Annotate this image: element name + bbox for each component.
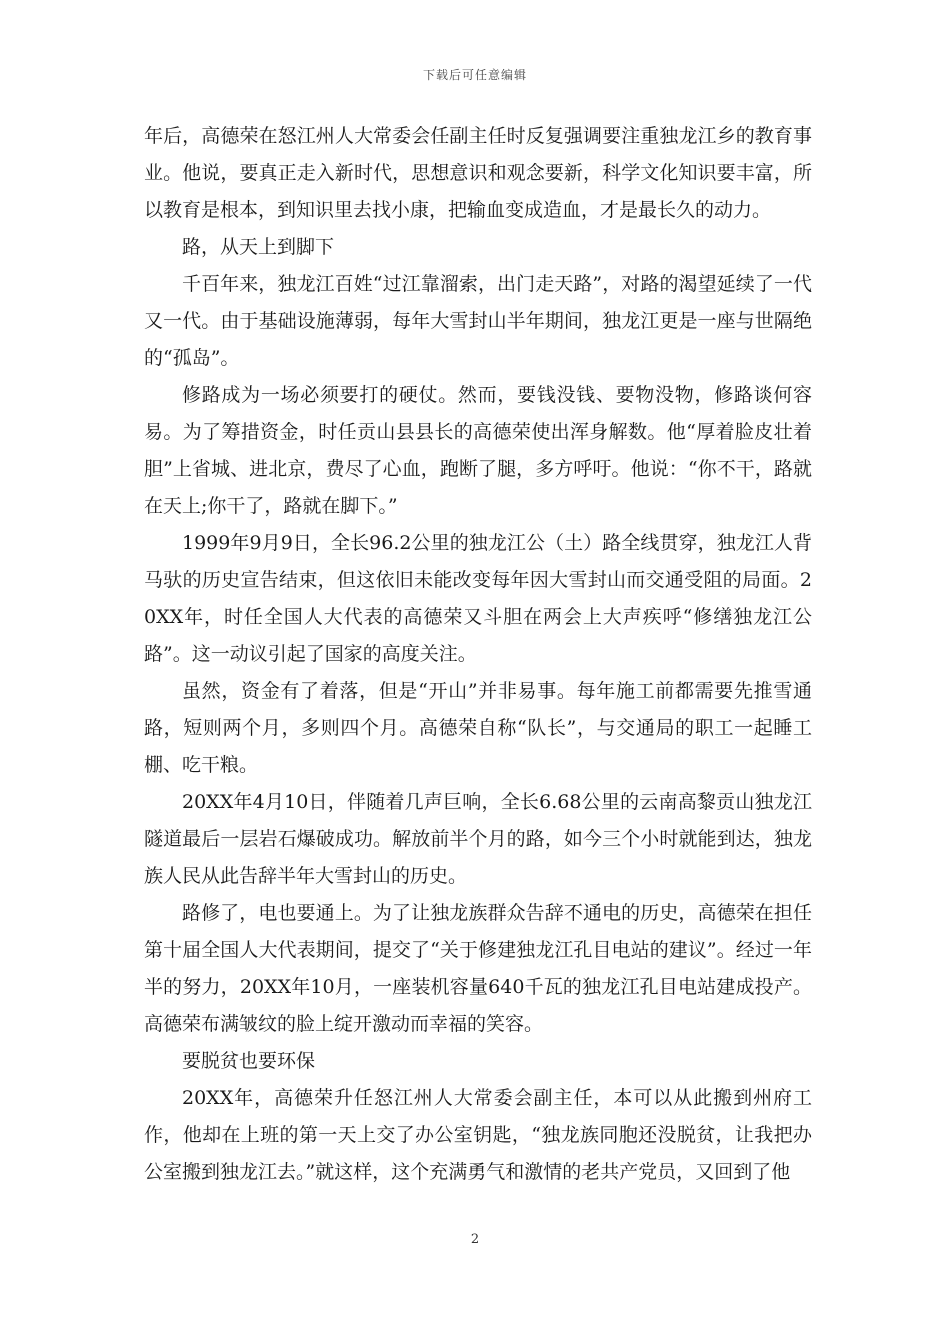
paragraph: 虽然，资金有了着落，但是“开山”并非易事。每年施工前都需要先推雪通路，短则两个月，多则四个月。高德荣自称“队长”，与交通局的职工一起睡工棚、吃干粮。 <box>144 680 812 776</box>
section-heading-road: 路，从天上到脚下 <box>182 236 335 258</box>
paragraph-continuation: 年后，高德荣在怒江州人大常委会任副主任时反复强调要注重独龙江乡的教育事业。他说，要真正走入新时代，思想意识和观念要新，科学文化知识要丰富，所以教育是根本，到知识里去找小康，把输血变成造血，才是最长久的动力。 <box>144 125 812 221</box>
paragraph: 路修了，电也要通上。为了让独龙族群众告辞不通电的历史，高德荣在担任第十届全国人大代表期间，提交了“关于修建独龙江孔目电站的建议”。经过一年半的努力，20XX年10月，一座装机容量640千瓦的独龙江孔目电站建成投产。高德荣布满皱纹的脸上绽开激动而幸福的笑容。 <box>144 902 812 1035</box>
section-heading-environment: 要脱贫也要环保 <box>182 1050 316 1072</box>
page-header: 下载后可任意编辑 <box>422 68 527 82</box>
paragraph: 20XX年4月10日，伴随着几声巨响，全长6.68公里的云南高黎贡山独龙江隧道最后一层岩石爆破成功。解放前半个月的路，如今三个小时就能到达，独龙族人民从此告辞半年大雪封山的历史。 <box>144 791 812 887</box>
paragraph: 20XX年，高德荣升任怒江州人大常委会副主任，本可以从此搬到州府工作，他却在上班的第一天上交了办公室钥匙，“独龙族同胞还没脱贫，让我把办公室搬到独龙江去。”就这样，这个充满勇气和激情的老共产党员，又回到了他 <box>144 1087 812 1183</box>
paragraph: 千百年来，独龙江百姓“过江靠溜索，出门走天路”，对路的渴望延续了一代又一代。由于基础设施薄弱，每年大雪封山半年期间，独龙江更是一座与世隔绝的“孤岛”。 <box>144 273 812 369</box>
document-body <box>144 118 812 1191</box>
paragraph: 1999年9月9日，全长96.2公里的独龙江公（土）路全线贯穿，独龙江人背马驮的历史宣告结束，但这依旧未能改变每年因大雪封山而交通受阻的局面。20XX年，时任全国人大代表的高德荣又斗胆在两会上大声疾呼“修缮独龙江公路”。这一动议引起了国家的高度关注。 <box>144 532 812 665</box>
paragraph: 修路成为一场必须要打的硬仗。然而，要钱没钱、要物没物，修路谈何容易。为了筹措资金，时任贡山县县长的高德荣使出浑身解数。他“厚着脸皮壮着胆”上省城、进北京，费尽了心血，跑断了腿，多方呼吁。他说：“你不干，路就在天上;你干了，路就在脚下。” <box>144 384 812 517</box>
page-number: 2 <box>470 1232 480 1247</box>
